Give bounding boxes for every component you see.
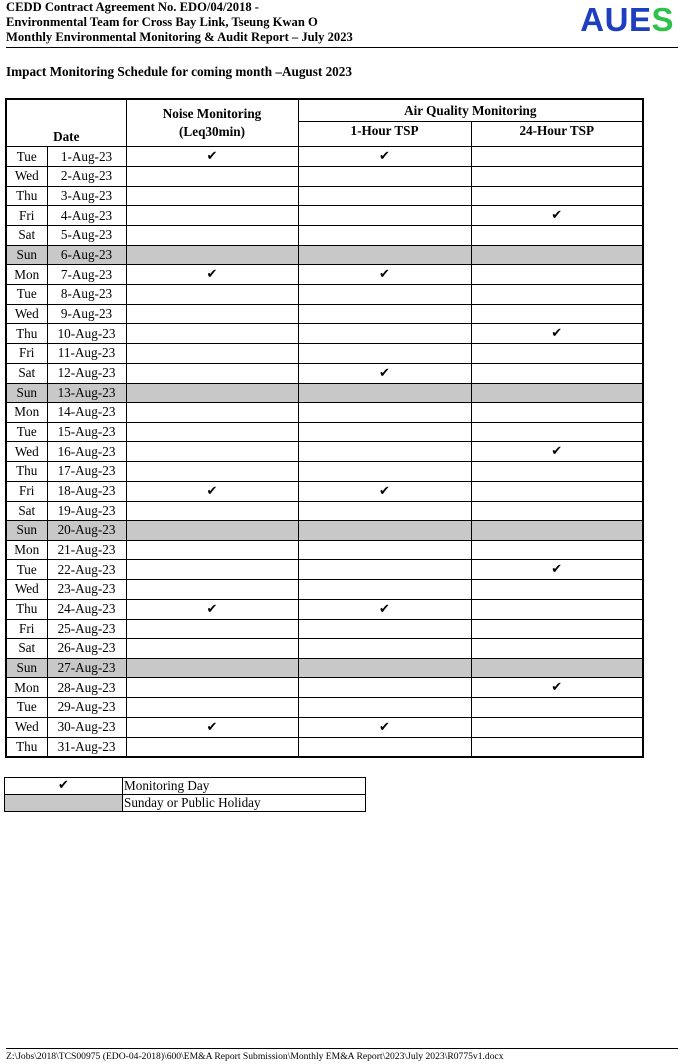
noise-column-header xyxy=(126,99,298,147)
schedule-row xyxy=(6,383,643,403)
tsp-24hour-cell xyxy=(471,698,643,718)
date-cell: 21-Aug-23 xyxy=(47,540,126,560)
date-cell: 17-Aug-23 xyxy=(47,462,126,482)
tsp-1hour-cell xyxy=(298,481,471,501)
checkmark-icon: ✔ xyxy=(551,208,563,223)
tsp-24hour-cell xyxy=(471,245,643,265)
tsp-24hour-cell xyxy=(471,422,643,442)
tsp-24hour-cell xyxy=(471,717,643,737)
schedule-row xyxy=(6,678,643,698)
tsp-1hour-cell xyxy=(298,521,471,541)
tsp-1hour-cell xyxy=(298,619,471,639)
day-cell: Wed xyxy=(6,580,47,600)
tsp-24hour-cell xyxy=(471,344,643,364)
schedule-row xyxy=(6,442,643,462)
date-cell: 6-Aug-23 xyxy=(47,245,126,265)
tsp-1hour-cell xyxy=(298,245,471,265)
air-quality-header: Air Quality Monitoring xyxy=(298,99,643,122)
day-cell: Sun xyxy=(6,245,47,265)
day-cell: Mon xyxy=(6,265,47,285)
day-cell: Tue xyxy=(6,560,47,580)
schedule-row xyxy=(6,717,643,737)
schedule-row xyxy=(6,403,643,423)
legend-table xyxy=(4,777,366,812)
checkmark-icon: ✔ xyxy=(551,444,563,459)
schedule-row xyxy=(6,639,643,659)
tsp-1hour-cell xyxy=(298,304,471,324)
day-cell: Sun xyxy=(6,383,47,403)
tsp-24hour-cell xyxy=(471,560,643,580)
date-cell: 20-Aug-23 xyxy=(47,521,126,541)
noise-cell xyxy=(126,717,298,737)
schedule-row xyxy=(6,245,643,265)
tsp-24hour-cell xyxy=(471,737,643,757)
tsp-24hour-cell xyxy=(471,265,643,285)
checkmark-icon: ✔ xyxy=(206,149,218,164)
noise-cell xyxy=(126,383,298,403)
header-line-team: Environmental Team for Cross Bay Link, Tseung Kwan O xyxy=(6,15,318,29)
tsp-24hour-cell xyxy=(471,599,643,619)
schedule-row xyxy=(6,580,643,600)
noise-cell xyxy=(126,245,298,265)
day-cell: Sat xyxy=(6,363,47,383)
checkmark-icon: ✔ xyxy=(379,267,390,282)
noise-cell xyxy=(126,324,298,344)
schedule-row xyxy=(6,304,643,324)
date-cell: 3-Aug-23 xyxy=(47,186,126,206)
tsp-1hour-cell xyxy=(298,383,471,403)
tsp-24hour-cell xyxy=(471,403,643,423)
tsp-24hour-cell xyxy=(471,501,643,521)
day-cell: Wed xyxy=(6,442,47,462)
tsp-24hour-cell xyxy=(471,639,643,659)
tsp-24hour-cell xyxy=(471,304,643,324)
tsp-24hour-header: 24-Hour TSP xyxy=(471,122,643,147)
day-cell: Sun xyxy=(6,658,47,678)
date-cell: 15-Aug-23 xyxy=(47,422,126,442)
day-cell: Wed xyxy=(6,167,47,187)
day-cell: Mon xyxy=(6,678,47,698)
date-cell: 22-Aug-23 xyxy=(47,560,126,580)
noise-cell xyxy=(126,521,298,541)
holiday-swatch xyxy=(5,795,123,812)
header-text xyxy=(6,0,353,45)
checkmark-icon: ✔ xyxy=(206,267,218,282)
tsp-1hour-cell xyxy=(298,167,471,187)
date-cell: 30-Aug-23 xyxy=(47,717,126,737)
aues-logo xyxy=(580,2,674,38)
schedule-row xyxy=(6,206,643,226)
footer-divider xyxy=(6,1048,678,1049)
noise-cell xyxy=(126,462,298,482)
schedule-row xyxy=(6,560,643,580)
tsp-1hour-cell xyxy=(298,717,471,737)
date-cell: 28-Aug-23 xyxy=(47,678,126,698)
date-cell: 8-Aug-23 xyxy=(47,285,126,305)
schedule-row xyxy=(6,501,643,521)
header-line-report: Monthly Environmental Monitoring & Audit Report – July 2023 xyxy=(6,30,353,44)
schedule-row xyxy=(6,285,643,305)
date-cell: 11-Aug-23 xyxy=(47,344,126,364)
date-cell: 13-Aug-23 xyxy=(47,383,126,403)
tsp-24hour-cell xyxy=(471,462,643,482)
checkmark-icon: ✔ xyxy=(551,326,563,341)
day-cell: Sat xyxy=(6,639,47,659)
header-line-contract: CEDD Contract Agreement No. EDO/04/2018 - xyxy=(6,0,260,14)
schedule-body xyxy=(6,147,643,758)
legend-monitoring-label: Monitoring Day xyxy=(123,778,366,795)
date-cell: 31-Aug-23 xyxy=(47,737,126,757)
schedule-row xyxy=(6,344,643,364)
noise-cell xyxy=(126,540,298,560)
logo-letter-s: S xyxy=(651,1,674,38)
noise-cell xyxy=(126,265,298,285)
tsp-24hour-cell xyxy=(471,540,643,560)
tsp-24hour-cell xyxy=(471,678,643,698)
noise-cell xyxy=(126,147,298,167)
schedule-row xyxy=(6,363,643,383)
tsp-24hour-cell xyxy=(471,580,643,600)
tsp-24hour-cell xyxy=(471,442,643,462)
tsp-24hour-cell xyxy=(471,186,643,206)
checkmark-icon: ✔ xyxy=(379,149,390,164)
file-path-footer: Z:\Jobs\2018\TCS00975 (EDO-04-2018)\600\EM&A Report Submission\Monthly EM&A Report\2023\July 2023\R0775v1.docx xyxy=(6,1051,504,1062)
date-cell: 2-Aug-23 xyxy=(47,167,126,187)
tsp-24hour-cell xyxy=(471,324,643,344)
day-cell: Wed xyxy=(6,717,47,737)
legend-row-holiday xyxy=(5,795,366,812)
day-cell: Mon xyxy=(6,540,47,560)
day-cell: Tue xyxy=(6,147,47,167)
date-cell: 23-Aug-23 xyxy=(47,580,126,600)
noise-cell xyxy=(126,580,298,600)
day-cell: Thu xyxy=(6,186,47,206)
noise-cell xyxy=(126,599,298,619)
noise-cell xyxy=(126,619,298,639)
noise-cell xyxy=(126,422,298,442)
day-cell: Sat xyxy=(6,226,47,246)
tsp-1hour-cell xyxy=(298,324,471,344)
report-header xyxy=(6,0,678,48)
tsp-1hour-cell xyxy=(298,265,471,285)
tsp-24hour-cell xyxy=(471,206,643,226)
noise-cell xyxy=(126,186,298,206)
schedule-title: Impact Monitoring Schedule for coming month –August 2023 xyxy=(6,64,352,79)
tsp-1hour-cell xyxy=(298,344,471,364)
tsp-24hour-cell xyxy=(471,521,643,541)
noise-cell xyxy=(126,560,298,580)
noise-cell xyxy=(126,167,298,187)
tsp-1hour-cell xyxy=(298,186,471,206)
schedule-row xyxy=(6,599,643,619)
day-cell: Fri xyxy=(6,481,47,501)
date-cell: 12-Aug-23 xyxy=(47,363,126,383)
day-cell: Thu xyxy=(6,737,47,757)
tsp-24hour-cell xyxy=(471,658,643,678)
schedule-row xyxy=(6,698,643,718)
noise-header-line1: Noise Monitoring xyxy=(162,106,262,121)
monitoring-schedule-table xyxy=(5,98,644,758)
tsp-1hour-cell xyxy=(298,737,471,757)
checkmark-icon: ✔ xyxy=(551,680,563,695)
legend-row-monitoring xyxy=(5,778,366,795)
noise-cell xyxy=(126,481,298,501)
checkmark-icon: ✔ xyxy=(5,778,123,795)
tsp-1hour-header: 1-Hour TSP xyxy=(298,122,471,147)
date-cell: 19-Aug-23 xyxy=(47,501,126,521)
tsp-24hour-cell xyxy=(471,226,643,246)
day-cell: Thu xyxy=(6,599,47,619)
tsp-1hour-cell xyxy=(298,403,471,423)
tsp-24hour-cell xyxy=(471,285,643,305)
tsp-1hour-cell xyxy=(298,226,471,246)
schedule-row xyxy=(6,167,643,187)
tsp-1hour-cell xyxy=(298,206,471,226)
tsp-24hour-cell xyxy=(471,167,643,187)
schedule-row xyxy=(6,521,643,541)
schedule-row xyxy=(6,324,643,344)
checkmark-icon: ✔ xyxy=(379,601,390,617)
day-cell: Thu xyxy=(6,462,47,482)
date-cell: 9-Aug-23 xyxy=(47,304,126,324)
date-column-header: Date xyxy=(6,99,126,147)
logo-letter-a: A xyxy=(580,1,605,38)
day-cell: Tue xyxy=(6,698,47,718)
date-cell: 18-Aug-23 xyxy=(47,481,126,501)
noise-cell xyxy=(126,698,298,718)
date-cell: 14-Aug-23 xyxy=(47,403,126,423)
tsp-1hour-cell xyxy=(298,540,471,560)
checkmark-icon: ✔ xyxy=(551,562,563,577)
date-cell: 24-Aug-23 xyxy=(47,599,126,619)
checkmark-icon: ✔ xyxy=(206,719,218,735)
schedule-row xyxy=(6,226,643,246)
date-cell: 7-Aug-23 xyxy=(47,265,126,285)
tsp-1hour-cell xyxy=(298,639,471,659)
noise-cell xyxy=(126,363,298,383)
day-cell: Mon xyxy=(6,403,47,423)
day-cell: Fri xyxy=(6,206,47,226)
schedule-row xyxy=(6,658,643,678)
tsp-1hour-cell xyxy=(298,580,471,600)
tsp-24hour-cell xyxy=(471,363,643,383)
tsp-1hour-cell xyxy=(298,698,471,718)
date-cell: 26-Aug-23 xyxy=(47,639,126,659)
noise-cell xyxy=(126,344,298,364)
day-cell: Fri xyxy=(6,619,47,639)
tsp-1hour-cell xyxy=(298,285,471,305)
tsp-1hour-cell xyxy=(298,501,471,521)
tsp-1hour-cell xyxy=(298,599,471,619)
noise-cell xyxy=(126,285,298,305)
checkmark-icon: ✔ xyxy=(379,483,390,499)
day-cell: Sat xyxy=(6,501,47,521)
date-cell: 1-Aug-23 xyxy=(47,147,126,167)
noise-cell xyxy=(126,658,298,678)
tsp-1hour-cell xyxy=(298,462,471,482)
day-cell: Sun xyxy=(6,521,47,541)
noise-cell xyxy=(126,206,298,226)
logo-letter-u: U xyxy=(604,1,629,38)
noise-header-line2: (Leq30min) xyxy=(179,124,245,139)
tsp-1hour-cell xyxy=(298,147,471,167)
noise-cell xyxy=(126,501,298,521)
schedule-row xyxy=(6,737,643,757)
tsp-1hour-cell xyxy=(298,560,471,580)
date-cell: 10-Aug-23 xyxy=(47,324,126,344)
noise-cell xyxy=(126,403,298,423)
schedule-row xyxy=(6,186,643,206)
date-cell: 4-Aug-23 xyxy=(47,206,126,226)
date-cell: 5-Aug-23 xyxy=(47,226,126,246)
day-cell: Wed xyxy=(6,304,47,324)
day-cell: Tue xyxy=(6,285,47,305)
tsp-1hour-cell xyxy=(298,363,471,383)
checkmark-icon: ✔ xyxy=(206,483,218,499)
tsp-1hour-cell xyxy=(298,422,471,442)
schedule-row xyxy=(6,147,643,167)
date-cell: 25-Aug-23 xyxy=(47,619,126,639)
schedule-row xyxy=(6,481,643,501)
tsp-24hour-cell xyxy=(471,147,643,167)
date-cell: 27-Aug-23 xyxy=(47,658,126,678)
schedule-row xyxy=(6,422,643,442)
noise-cell xyxy=(126,639,298,659)
noise-cell xyxy=(126,226,298,246)
noise-cell xyxy=(126,442,298,462)
tsp-1hour-cell xyxy=(298,678,471,698)
tsp-24hour-cell xyxy=(471,619,643,639)
tsp-24hour-cell xyxy=(471,481,643,501)
day-cell: Fri xyxy=(6,344,47,364)
noise-cell xyxy=(126,304,298,324)
schedule-row xyxy=(6,265,643,285)
noise-cell xyxy=(126,737,298,757)
tsp-1hour-cell xyxy=(298,658,471,678)
tsp-24hour-cell xyxy=(471,383,643,403)
noise-cell xyxy=(126,678,298,698)
tsp-1hour-cell xyxy=(298,442,471,462)
schedule-row xyxy=(6,540,643,560)
header-divider xyxy=(6,47,678,48)
schedule-row xyxy=(6,462,643,482)
day-cell: Tue xyxy=(6,422,47,442)
checkmark-icon: ✔ xyxy=(379,719,390,735)
checkmark-icon: ✔ xyxy=(379,365,390,381)
date-cell: 29-Aug-23 xyxy=(47,698,126,718)
checkmark-icon: ✔ xyxy=(206,601,218,617)
schedule-row xyxy=(6,619,643,639)
logo-letter-e: E xyxy=(628,1,652,38)
legend-holiday-label: Sunday or Public Holiday xyxy=(123,795,366,812)
day-cell: Thu xyxy=(6,324,47,344)
date-cell: 16-Aug-23 xyxy=(47,442,126,462)
